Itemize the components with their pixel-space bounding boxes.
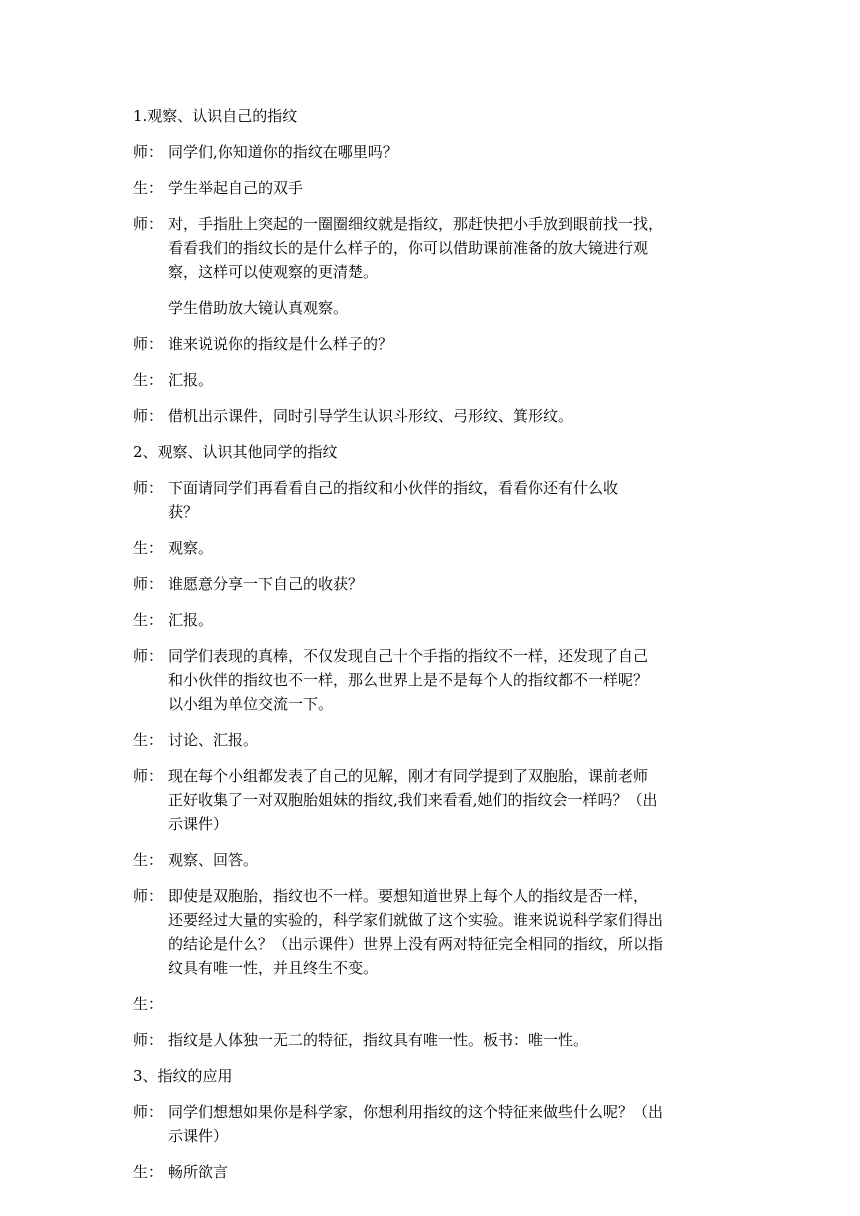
text-line: 即使是双胞胎，指纹也不一样。要想知道世界上每个人的指纹是否一样， [168, 887, 649, 905]
text-line: 同学们,你知道你的指纹在哪里吗？ [168, 143, 398, 161]
text-line: 和小伙伴的指纹也不一样，那么世界上是不是每个人的指纹都不一样呢？ [168, 671, 649, 689]
dialog-paragraph [133, 572, 729, 596]
speaker-label: 生： [133, 851, 164, 869]
speaker-label: 生： [133, 1163, 164, 1181]
dialog-text [168, 1028, 729, 1052]
text-line: 观察。 [168, 539, 214, 557]
text-line: 学生举起自己的双手 [168, 179, 304, 197]
speaker-label: 师： [133, 407, 164, 425]
dialog-text [168, 536, 729, 560]
text-line: 谁愿意分享一下自己的收获？ [168, 575, 364, 593]
dialog-paragraph [133, 212, 729, 284]
dialog-paragraph [133, 176, 729, 200]
text-line: 对，手指肚上突起的一圈圈细纹就是指纹，那赶快把小手放到眼前找一找， [168, 215, 664, 233]
text-line: 看看我们的指纹长的是什么样子的，你可以借助课前准备的放大镜进行观 [168, 239, 649, 257]
dialog-text [168, 1100, 729, 1148]
text-line: 畅所欲言 [168, 1163, 229, 1181]
text-line: 谁来说说你的指纹是什么样子的？ [168, 335, 394, 353]
text-line: 的结论是什么？（出示课件）世界上没有两对特征完全相同的指纹，所以指 [168, 935, 664, 953]
text-line: 汇报。 [168, 371, 214, 389]
dialog-text [168, 140, 729, 164]
dialog-paragraph [133, 1160, 729, 1184]
speaker-label: 生： [133, 611, 164, 629]
text-line: 获？ [168, 503, 199, 521]
speaker-label: 生： [133, 731, 164, 749]
speaker-label: 师： [133, 1103, 164, 1121]
dialog-paragraph [133, 1100, 729, 1148]
text-line: 示课件） [168, 815, 229, 833]
text-line: 借机出示课件，同时引导学生认识斗形纹、弓形纹、箕形纹。 [168, 407, 574, 425]
dialog-text [168, 608, 729, 632]
dialog-text [168, 332, 729, 356]
section-heading: 1.观察、认识自己的指纹 [133, 107, 298, 125]
speaker-label: 生： [133, 539, 164, 557]
text-line: 示课件） [168, 1127, 229, 1145]
text-line: 汇报。 [168, 611, 214, 629]
speaker-label: 生： [133, 371, 164, 389]
dialog-paragraph [133, 140, 729, 164]
speaker-label: 师： [133, 143, 164, 161]
dialog-text [168, 848, 729, 872]
text-line: 纹具有唯一性，并且终生不变。 [168, 959, 379, 977]
speaker-label: 师： [133, 575, 164, 593]
dialog-text [168, 992, 729, 1016]
dialog-text [168, 644, 729, 716]
speaker-label: 师： [133, 887, 164, 905]
speaker-label: 师： [133, 335, 164, 353]
dialog-text [168, 476, 729, 524]
dialog-paragraph [133, 884, 729, 980]
dialog-paragraph [133, 608, 729, 632]
text-line: 下面请同学们再看看自己的指纹和小伙伴的指纹，看看你还有什么收 [168, 479, 619, 497]
dialog-text [168, 572, 729, 596]
activity-note: 学生借助放大镜认真观察。 [168, 299, 349, 317]
dialog-paragraph [133, 1028, 729, 1052]
dialog-text [168, 884, 729, 980]
text-line: 指纹是人体独一无二的特征，指纹具有唯一性。板书：唯一性。 [168, 1031, 589, 1049]
text-line: 察，这样可以使观察的更清楚。 [168, 263, 379, 281]
speaker-label: 师： [133, 1031, 164, 1049]
dialog-paragraph [133, 476, 729, 524]
dialog-paragraph [133, 728, 729, 752]
speaker-label: 生： [133, 995, 164, 1013]
dialog-paragraph [133, 404, 729, 428]
dialog-paragraph [133, 764, 729, 836]
dialog-text [168, 728, 729, 752]
text-line: 观察、回答。 [168, 851, 259, 869]
speaker-label: 师： [133, 215, 164, 233]
dialog-paragraph [133, 536, 729, 560]
section-heading: 2、观察、认识其他同学的指纹 [133, 443, 338, 461]
speaker-label: 师： [133, 767, 164, 785]
section-heading: 3、指纹的应用 [133, 1067, 233, 1085]
speaker-label: 生： [133, 179, 164, 197]
lesson-content [133, 104, 729, 1196]
text-line: 还要经过大量的实验的，科学家们就做了这个实验。谁来说说科学家们得出 [168, 911, 664, 929]
dialog-text [168, 1160, 729, 1184]
dialog-text [168, 404, 729, 428]
speaker-label: 师： [133, 479, 164, 497]
dialog-paragraph [133, 332, 729, 356]
dialog-text [168, 212, 729, 284]
text-line: 讨论、汇报。 [168, 731, 259, 749]
speaker-label: 师： [133, 647, 164, 665]
dialog-text [168, 176, 729, 200]
text-line: 以小组为单位交流一下。 [168, 695, 334, 713]
dialog-paragraph [133, 848, 729, 872]
text-line: 同学们表现的真棒，不仅发现自己十个手指的指纹不一样，还发现了自己 [168, 647, 649, 665]
text-line: 同学们想想如果你是科学家，你想利用指纹的这个特征来做些什么呢？（出 [168, 1103, 664, 1121]
dialog-paragraph [133, 644, 729, 716]
dialog-text [168, 368, 729, 392]
text-line: 正好收集了一对双胞胎姐妹的指纹,我们来看看,她们的指纹会一样吗？（出 [168, 791, 658, 809]
text-line: 现在每个小组都发表了自己的见解，刚才有同学提到了双胞胎，课前老师 [168, 767, 649, 785]
dialog-paragraph [133, 992, 729, 1016]
dialog-text [168, 764, 729, 836]
dialog-paragraph [133, 368, 729, 392]
